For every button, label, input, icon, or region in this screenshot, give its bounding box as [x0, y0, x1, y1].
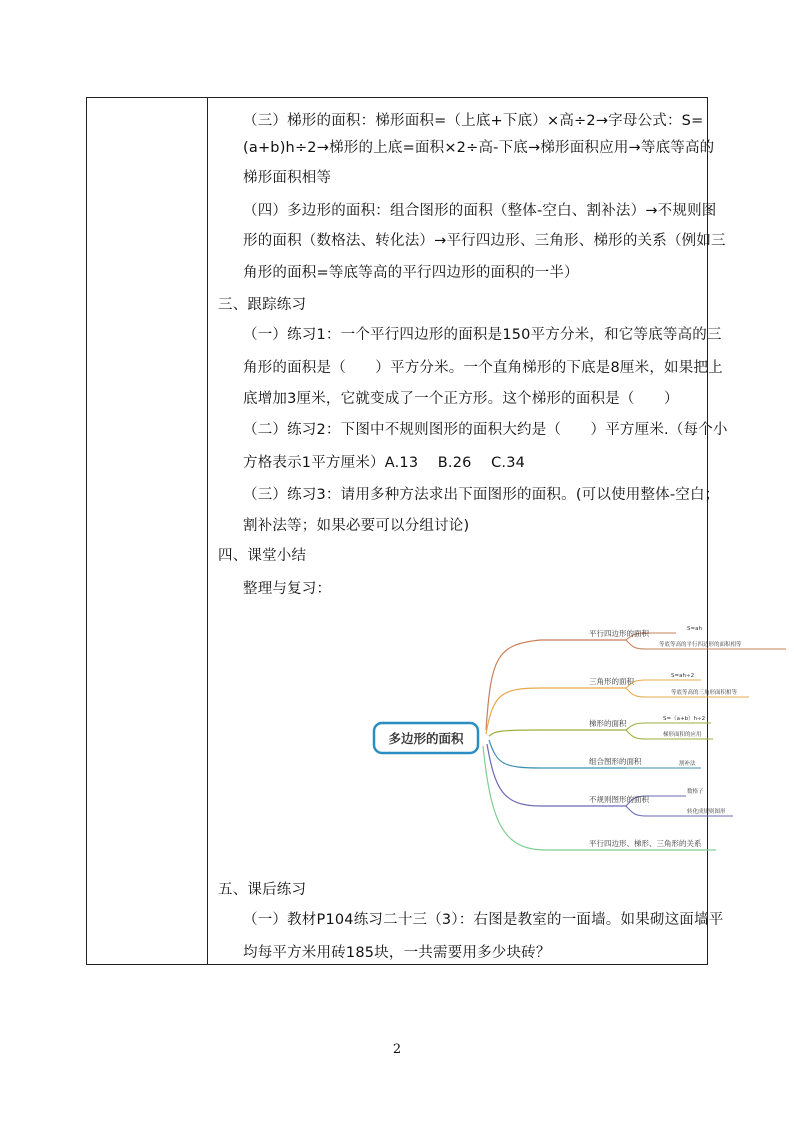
text-line-2: (a+b)h÷2→梯形的上底=面积×2÷高-下底→梯形面积应用→等底等高的	[243, 140, 715, 156]
text-line-6: 角形的面积=等底等高的平行四边形的面积的一半）	[243, 265, 579, 281]
branch-label: 平行四边形的面积	[589, 629, 649, 638]
leaf-label: S=ah÷2	[671, 673, 695, 679]
text-line-14: 割补法等；如果必要可以分组讨论)	[243, 518, 470, 534]
leaf-label: S=ah	[687, 626, 702, 632]
text-line-11: （二）练习2：下图中不规则图形的面积大约是（ ）平方厘米.（每个小	[243, 422, 728, 438]
leaf-label: 梯形面积的应用	[663, 732, 702, 738]
text-line-13: （三）练习3：请用多种方法求出下面图形的面积。(可以使用整体-空白；	[243, 487, 720, 503]
text-line-16: 整理与复习：	[243, 581, 332, 597]
branch-label: 不规则图形的面积	[589, 795, 649, 804]
section-heading-3: 三、跟踪练习	[218, 297, 307, 313]
text-line-9: 角形的面积是（ ）平方分米。一个直角梯形的下底是8厘米，如果把上	[243, 360, 723, 376]
text-line-4: （四）多边形的面积：组合图形的面积（整体-空白、割补法）→不规则图	[243, 203, 717, 219]
text-line-12: 方格表示1平方厘米）A.13 B.26 C.34	[243, 455, 526, 471]
text-line-18: （一）教材P104练习二十三（3）：右图是教室的一面墙。如果砌这面墙平	[243, 912, 724, 928]
text-line-8: （一）练习1：一个平行四边形的面积是150平方分米，和它等底等高的三	[243, 327, 722, 343]
leaf-connector	[626, 680, 701, 688]
leaf-label: 转化成规则图形	[687, 809, 726, 815]
leaf-label: 等底等高的三角形面积相等	[671, 690, 738, 696]
content-cell	[209, 98, 742, 964]
branch-label: 组合图形的面积	[589, 757, 642, 766]
leaf-label: 割补法	[679, 761, 696, 767]
text-line-10: 底增加3厘米，它就变成了一个正方形。这个梯形的面积是（ ）	[243, 391, 679, 407]
branch-connector	[489, 730, 626, 736]
text-line-3: 梯形面积相等	[243, 170, 332, 186]
branch-label: 三角形的面积	[589, 677, 634, 686]
mindmap-diagram	[371, 618, 742, 863]
text-line-19: 均每平方米用砖185块，一共需要用多少块砖？	[243, 945, 551, 961]
section-heading-5: 五、课后练习	[218, 882, 307, 898]
leaf-connector	[626, 723, 711, 730]
leaf-label: 等底等高的平行四边形的面积相等	[659, 642, 742, 648]
section-heading-4: 四、课堂小结	[218, 548, 307, 564]
leaf-label: S=（a+b）h÷2	[663, 716, 706, 722]
text-line-1: （三）梯形的面积：梯形面积=（上底+下底）×高÷2→字母公式：S=	[243, 113, 704, 129]
left-column-cell	[87, 98, 208, 964]
text-line-5: 形的面积（数格法、转化法）→平行四边形、三角形、梯形的关系（例如三	[243, 233, 726, 249]
leaf-label: 数格子	[687, 789, 704, 795]
branch-label: 平行四边形、梯形、三角形的关系	[589, 839, 702, 848]
page-number: 2	[392, 1042, 402, 1057]
mindmap-root-label: 多边形的面积	[388, 731, 464, 746]
lesson-table	[86, 97, 742, 965]
branch-label: 梯形的面积	[589, 719, 627, 728]
